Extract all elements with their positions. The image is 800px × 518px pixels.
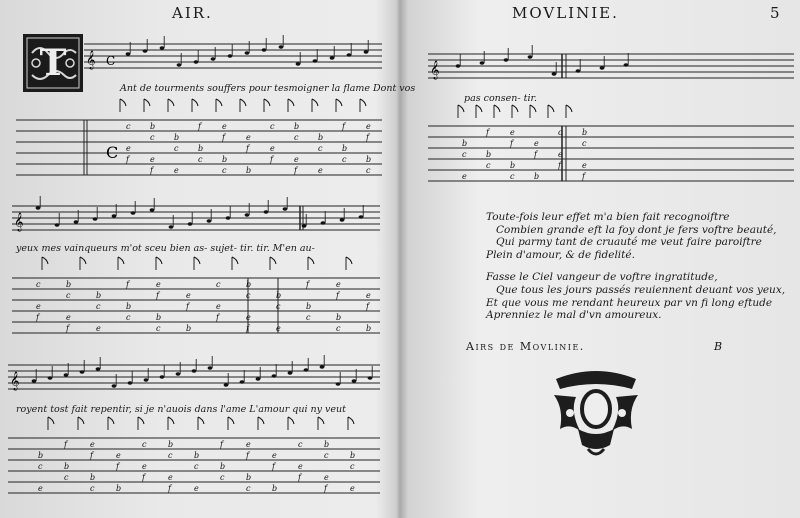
vocal-staff-right	[428, 46, 798, 86]
vocal-staff-3	[8, 357, 384, 397]
svg-text:e: e	[174, 166, 179, 175]
svg-text:e: e	[142, 462, 147, 471]
tailpiece-ornament-icon	[548, 365, 644, 461]
poem-line: Qui parmy tant de cruauté me veut faire paroiftre	[496, 236, 762, 249]
running-head-left: AIR.	[172, 4, 213, 22]
running-head-right: MOVLINIE.	[512, 4, 619, 22]
svg-text:e: e	[324, 473, 329, 482]
svg-text:b: b	[198, 144, 204, 153]
svg-text:c: c	[486, 161, 491, 170]
svg-text:c: c	[142, 440, 147, 449]
svg-text:c: c	[222, 166, 227, 175]
svg-text:f: f	[116, 462, 119, 471]
svg-text:b: b	[246, 280, 252, 289]
svg-text:e: e	[272, 451, 277, 460]
svg-text:b: b	[318, 133, 324, 142]
lyric-line-1: Ant de tourments souffers pour tesmoigner la flame Dont vos	[120, 83, 416, 94]
svg-text:e: e	[510, 128, 515, 137]
svg-text:e: e	[36, 302, 41, 311]
svg-text:f: f	[150, 166, 153, 175]
svg-text:e: e	[216, 302, 221, 311]
svg-text:b: b	[220, 462, 226, 471]
lute-tablature-3	[8, 414, 384, 510]
svg-text:e: e	[336, 280, 341, 289]
svg-text:f: f	[294, 166, 297, 175]
svg-text:e: e	[194, 484, 199, 493]
svg-text:b: b	[38, 451, 44, 460]
svg-text:e: e	[116, 451, 121, 460]
vocal-staff-1	[84, 36, 384, 76]
svg-text:f: f	[126, 280, 129, 289]
svg-text:e: e	[270, 144, 275, 153]
svg-text:c: c	[582, 139, 587, 148]
right-page	[398, 0, 800, 518]
svg-text:f: f	[64, 440, 67, 449]
svg-text:c: c	[510, 172, 515, 181]
signature-mark: B	[714, 340, 723, 353]
svg-text:c: c	[298, 440, 303, 449]
svg-text:c: c	[66, 291, 71, 300]
svg-text:b: b	[194, 451, 200, 460]
poem-line: Fasse le Ciel vangeur de voftre ingratitude,	[486, 271, 718, 284]
svg-text:f: f	[534, 150, 537, 159]
svg-text:e: e	[246, 440, 251, 449]
poem-stanza-2	[486, 271, 785, 321]
svg-text:e: e	[318, 166, 323, 175]
svg-text:e: e	[246, 133, 251, 142]
svg-text:C: C	[106, 54, 116, 68]
svg-text:b: b	[66, 280, 72, 289]
closing-title: Airs de Movlinie.	[466, 340, 585, 353]
svg-text:e: e	[126, 144, 131, 153]
poem-line: Plein d'amour, & de fidelité.	[486, 248, 635, 261]
svg-text:b: b	[276, 291, 282, 300]
svg-text:c: c	[306, 313, 311, 322]
svg-text:b: b	[222, 155, 228, 164]
poem-line: Que tous les jours passés reuiennent deuant vos yeux,	[496, 283, 786, 296]
svg-text:c: c	[96, 302, 101, 311]
svg-text:b: b	[366, 324, 372, 333]
svg-text:f: f	[342, 122, 345, 131]
svg-text:c: c	[246, 291, 251, 300]
svg-text:b: b	[350, 451, 356, 460]
poem-line: Toute-fois leur effet m'a bien fait recognoiftre	[486, 211, 730, 223]
svg-text:b: b	[90, 473, 96, 482]
svg-text:e: e	[66, 313, 71, 322]
svg-text:e: e	[150, 155, 155, 164]
svg-text:b: b	[168, 440, 174, 449]
svg-text:b: b	[324, 440, 330, 449]
lute-tablature-1	[16, 96, 384, 192]
svg-text:e: e	[246, 313, 251, 322]
svg-text:f: f	[186, 302, 189, 311]
svg-text:c: c	[270, 122, 275, 131]
svg-text:f: f	[486, 128, 489, 137]
svg-text:c: c	[168, 451, 173, 460]
svg-text:c: c	[246, 484, 251, 493]
svg-text:b: b	[366, 155, 372, 164]
svg-text:𝄞: 𝄞	[86, 50, 96, 69]
svg-text:b: b	[116, 484, 122, 493]
svg-text:C: C	[106, 143, 119, 162]
svg-text:c: c	[220, 473, 225, 482]
svg-text:𝄞: 𝄞	[430, 60, 440, 79]
svg-text:f: f	[324, 484, 327, 493]
svg-text:b: b	[294, 122, 300, 131]
svg-text:c: c	[366, 166, 371, 175]
svg-text:b: b	[342, 144, 348, 153]
svg-text:e: e	[366, 291, 371, 300]
poem-line: Combien grande eft la foy dont je fers voftre beauté,	[496, 223, 777, 236]
svg-text:f: f	[246, 451, 249, 460]
svg-text:e: e	[534, 139, 539, 148]
svg-text:b: b	[462, 139, 468, 148]
svg-text:f: f	[558, 161, 561, 170]
svg-text:e: e	[462, 172, 467, 181]
svg-text:f: f	[582, 172, 585, 181]
decorative-initial	[22, 33, 84, 93]
svg-text:c: c	[126, 313, 131, 322]
svg-text:b: b	[174, 133, 180, 142]
poem-line: Et que vous me rendant heureux par vn fi long eftude	[486, 296, 773, 309]
svg-text:f: f	[222, 133, 225, 142]
svg-text:𝄞: 𝄞	[14, 212, 24, 231]
svg-text:b: b	[64, 462, 70, 471]
svg-text:b: b	[186, 324, 192, 333]
svg-text:b: b	[156, 313, 162, 322]
svg-text:b: b	[486, 150, 492, 159]
vocal-staff-2	[12, 198, 384, 238]
poem-text	[486, 211, 785, 332]
svg-text:b: b	[96, 291, 102, 300]
poem-line: Aprenniez le mal d'vn amoureux.	[486, 309, 662, 322]
svg-text:f: f	[366, 133, 369, 142]
lute-tablature-2	[12, 254, 384, 350]
svg-text:e: e	[90, 440, 95, 449]
svg-text:c: c	[350, 462, 355, 471]
svg-text:e: e	[350, 484, 355, 493]
svg-text:c: c	[336, 324, 341, 333]
svg-text:f: f	[90, 451, 93, 460]
svg-text:e: e	[168, 473, 173, 482]
svg-text:f: f	[366, 302, 369, 311]
svg-text:e: e	[276, 324, 281, 333]
svg-text:b: b	[510, 161, 516, 170]
svg-text:f: f	[36, 313, 39, 322]
svg-text:e: e	[366, 122, 371, 131]
svg-text:e: e	[186, 291, 191, 300]
svg-text:c: c	[216, 280, 221, 289]
svg-text:c: c	[318, 144, 323, 153]
svg-text:c: c	[90, 484, 95, 493]
svg-text:f: f	[336, 291, 339, 300]
svg-text:c: c	[64, 473, 69, 482]
lyric-line-3: royent tost fait repentir, si je n'auois dans l'ame L'amour qui ny veut	[16, 404, 346, 415]
svg-text:f: f	[298, 473, 301, 482]
svg-text:c: c	[342, 155, 347, 164]
lute-tablature-right	[428, 102, 798, 194]
svg-text:c: c	[126, 122, 131, 131]
svg-text:b: b	[336, 313, 342, 322]
svg-text:c: c	[174, 144, 179, 153]
svg-text:f: f	[306, 280, 309, 289]
svg-text:b: b	[246, 473, 252, 482]
svg-text:f: f	[220, 440, 223, 449]
svg-text:c: c	[150, 133, 155, 142]
svg-text:e: e	[582, 161, 587, 170]
svg-text:b: b	[272, 484, 278, 493]
svg-text:f: f	[270, 155, 273, 164]
svg-text:c: c	[156, 324, 161, 333]
svg-text:𝄞: 𝄞	[10, 371, 20, 390]
lyric-line-2: yeux mes vainqueurs m'ot sceu bien as- sujet- tir. tir. M'en au-	[16, 243, 315, 254]
lyric-line-right: pas consen- tir.	[464, 93, 538, 104]
svg-text:f: f	[142, 473, 145, 482]
svg-text:f: f	[168, 484, 171, 493]
svg-text:c: c	[294, 133, 299, 142]
svg-text:f: f	[246, 324, 249, 333]
svg-text:c: c	[558, 128, 563, 137]
poem-stanza-1	[486, 211, 785, 261]
svg-text:e: e	[96, 324, 101, 333]
svg-text:e: e	[558, 150, 563, 159]
svg-text:f: f	[66, 324, 69, 333]
svg-text:f: f	[246, 144, 249, 153]
svg-text:f: f	[216, 313, 219, 322]
svg-text:f: f	[126, 155, 129, 164]
svg-text:e: e	[38, 484, 43, 493]
page-number: 5	[770, 4, 780, 22]
svg-text:e: e	[294, 155, 299, 164]
svg-text:e: e	[222, 122, 227, 131]
svg-text:c: c	[276, 302, 281, 311]
svg-text:c: c	[36, 280, 41, 289]
svg-text:e: e	[298, 462, 303, 471]
svg-text:b: b	[150, 122, 156, 131]
svg-text:c: c	[38, 462, 43, 471]
svg-text:f: f	[272, 462, 275, 471]
svg-text:b: b	[126, 302, 132, 311]
svg-text:c: c	[194, 462, 199, 471]
svg-text:b: b	[534, 172, 540, 181]
svg-text:b: b	[582, 128, 588, 137]
svg-text:b: b	[306, 302, 312, 311]
svg-text:f: f	[198, 122, 201, 131]
svg-text:f: f	[510, 139, 513, 148]
svg-text:b: b	[246, 166, 252, 175]
svg-text:e: e	[156, 280, 161, 289]
drop-cap-letter: T	[39, 42, 67, 84]
svg-text:c: c	[198, 155, 203, 164]
svg-text:c: c	[462, 150, 467, 159]
svg-text:c: c	[324, 451, 329, 460]
svg-text:f: f	[156, 291, 159, 300]
